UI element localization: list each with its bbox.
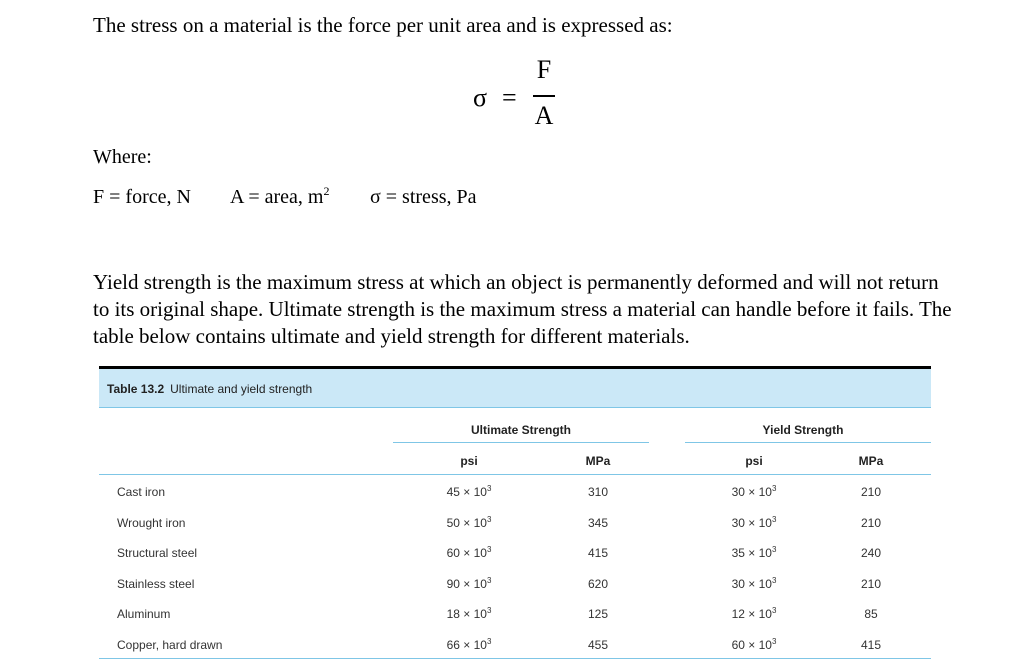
yield-psi-cell: $60 \times 10^3$ xyxy=(731,637,777,652)
yield-mpa-cell: 210 xyxy=(860,485,882,499)
ultimate-psi-cell: $45 \times 10^3$ xyxy=(446,484,492,499)
ultimate-psi-cell: $60 \times 10^3$ xyxy=(446,545,492,560)
header-rule xyxy=(99,474,931,475)
area-definition-text: A = area, m xyxy=(230,186,324,208)
exponent: 3 xyxy=(486,484,492,493)
material-cell: Copper, hard drawn xyxy=(117,638,223,652)
ultimate-mpa-cell: 345 xyxy=(587,516,609,530)
unit-header: MPa xyxy=(858,454,884,468)
ultimate-psi-cell: $66 \times 10^3$ xyxy=(446,637,492,652)
yield-mpa-cell: 210 xyxy=(860,577,882,591)
material-cell: Stainless steel xyxy=(117,577,195,591)
ultimate-mpa-cell: 455 xyxy=(587,638,609,652)
stress-definition: σ = stress, Pa xyxy=(370,186,477,208)
ultimate-psi-cell: $18 \times 10^3$ xyxy=(446,606,492,621)
yield-mpa-cell: 210 xyxy=(860,516,882,530)
exponent: 3 xyxy=(486,606,492,615)
table-number: Table 13.2 xyxy=(107,382,165,396)
yield-mpa-cell: 85 xyxy=(864,607,878,621)
material-cell: Wrought iron xyxy=(117,516,186,530)
ultimate-psi-cell: $50 \times 10^3$ xyxy=(446,515,492,530)
exponent: 3 xyxy=(486,637,492,646)
yield-psi-cell: $12 \times 10^3$ xyxy=(731,606,777,621)
force-definition: F = force, N xyxy=(93,186,191,208)
yield-mpa-cell: 415 xyxy=(860,638,882,652)
yield-psi-cell: $30 \times 10^3$ xyxy=(731,576,777,591)
table-title: Ultimate and yield strength xyxy=(170,382,313,396)
material-cell: Structural steel xyxy=(117,546,198,560)
formula-denominator: A xyxy=(534,101,554,130)
formula-equals: = xyxy=(502,83,517,112)
ultimate-mpa-cell: 310 xyxy=(587,485,609,499)
group-header: Ultimate Strength xyxy=(470,423,571,437)
ultimate-mpa-cell: 125 xyxy=(587,607,609,621)
ultimate-group-rule xyxy=(393,442,649,443)
where-label: Where: xyxy=(93,146,152,168)
fraction-bar xyxy=(533,95,555,97)
material-cell: Cast iron xyxy=(117,485,166,499)
exponent: 3 xyxy=(486,576,492,585)
area-exponent: 2 xyxy=(323,184,330,198)
exponent: 3 xyxy=(486,515,492,524)
exponent: 3 xyxy=(771,545,777,554)
area-definition xyxy=(230,186,329,209)
table-bottom-rule xyxy=(99,658,931,659)
exponent: 3 xyxy=(771,576,777,585)
exponent: 3 xyxy=(771,637,777,646)
unit-header: MPa xyxy=(585,454,611,468)
unit-header: psi xyxy=(745,454,763,468)
table-caption xyxy=(99,369,931,408)
formula-sigma: σ xyxy=(473,83,488,112)
yield-group-rule xyxy=(685,442,931,443)
exponent: 3 xyxy=(771,606,777,615)
ultimate-mpa-cell: 415 xyxy=(587,546,609,560)
stress-formula xyxy=(470,55,590,135)
intro-text: The stress on a material is the force per unit area and is expressed as: xyxy=(93,13,673,37)
yield-mpa-cell: 240 xyxy=(860,546,882,560)
yield-psi-cell: $30 \times 10^3$ xyxy=(731,484,777,499)
table-body xyxy=(99,408,931,658)
material-cell: Aluminum xyxy=(117,607,171,621)
exponent: 3 xyxy=(771,484,777,493)
ultimate-mpa-cell: 620 xyxy=(587,577,609,591)
exponent: 3 xyxy=(486,545,492,554)
unit-header: psi xyxy=(460,454,478,468)
exponent: 3 xyxy=(771,515,777,524)
ultimate-psi-cell: $90 \times 10^3$ xyxy=(446,576,492,591)
yield-psi-cell: $35 \times 10^3$ xyxy=(731,545,777,560)
strength-paragraph: Yield strength is the maximum stress at which an object is permanently deformed and will not return to its original shape. Ultimate strength is the maximum stress a material can handle before it fails. The table below contains ultimate and yield strength for different materials. xyxy=(93,270,952,348)
yield-psi-cell: $30 \times 10^3$ xyxy=(731,515,777,530)
group-header: Yield Strength xyxy=(762,423,844,437)
formula-numerator: F xyxy=(536,55,552,84)
strength-table xyxy=(99,366,931,658)
